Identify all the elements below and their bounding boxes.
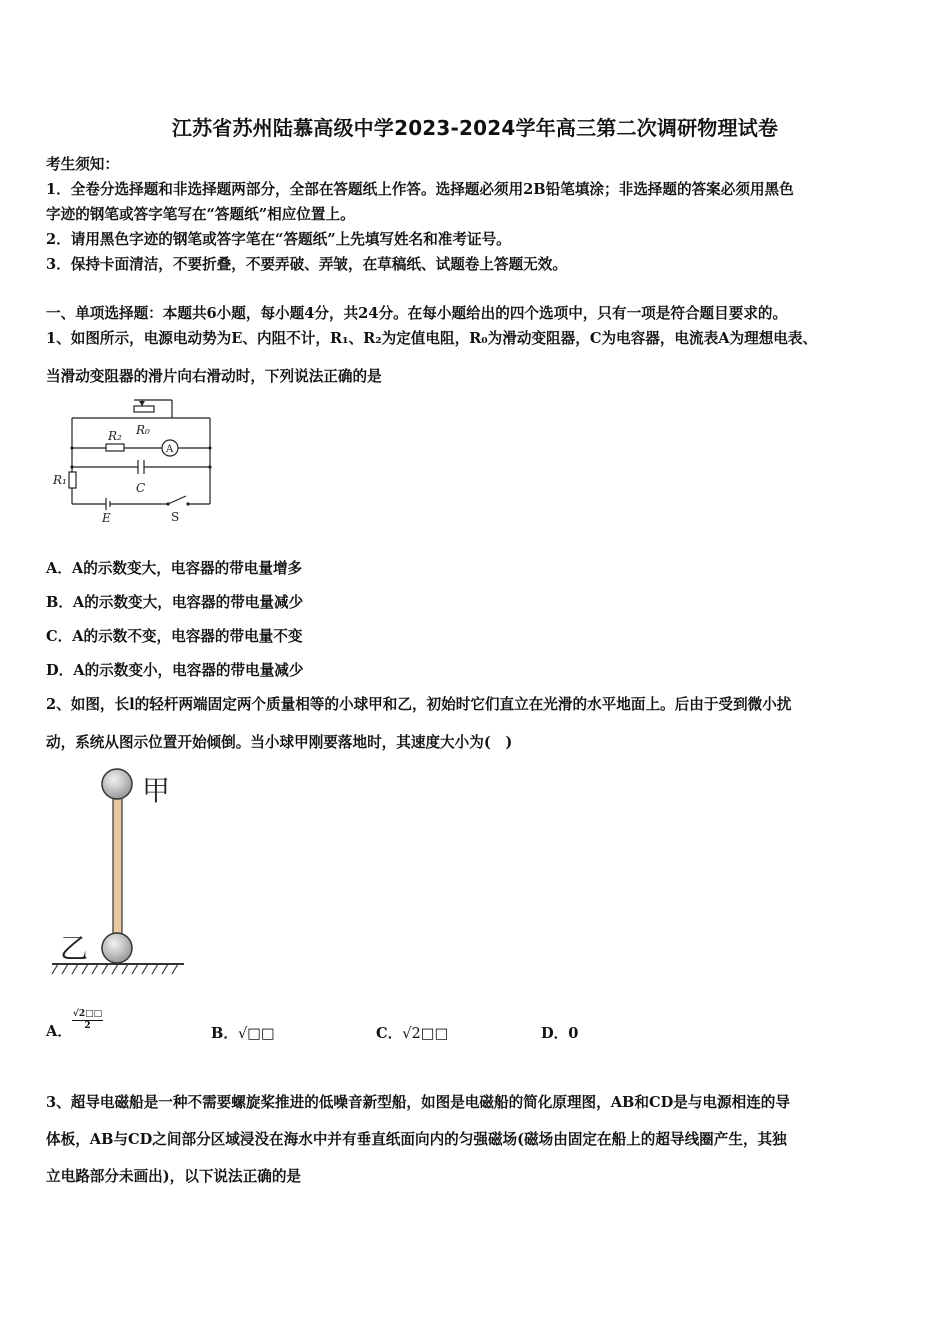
rod-balls-figure bbox=[50, 762, 190, 978]
q2-option-b-label: B． bbox=[211, 1025, 238, 1042]
q2-option-d: D．0 bbox=[541, 1025, 579, 1042]
q2-option-b bbox=[211, 1022, 275, 1043]
question-2-stem: 动，系统从图示位置开始倾倒。当小球甲刚要落地时，其速度大小为( ) bbox=[46, 734, 513, 751]
ball-bottom bbox=[102, 933, 132, 963]
label-top-ball: 甲 bbox=[142, 774, 171, 807]
q2-option-a bbox=[46, 1008, 103, 1044]
section-heading: 一、单项选择题：本题共6小题，每小题4分，共24分。在每小题给出的四个选项中，只有一项是符合题目要求的。 bbox=[46, 305, 788, 322]
q1-option-c: C．A的示数不变，电容器的带电量不变 bbox=[46, 628, 303, 645]
ball-top bbox=[102, 769, 132, 799]
label-e: E bbox=[102, 511, 111, 525]
label-s: S bbox=[171, 510, 180, 524]
q2-option-c-label: C． bbox=[376, 1025, 403, 1042]
page-title: 江苏省苏州陆慕高级中学2023-2024学年高三第二次调研物理试卷 bbox=[171, 116, 779, 140]
notice-item: 3．保持卡面清洁，不要折叠，不要弄破、弄皱，在草稿纸、试题卷上答题无效。 bbox=[46, 256, 567, 273]
label-r1: R₁ bbox=[53, 473, 67, 487]
question-2-stem: 2、如图，长l的轻杆两端固定两个质量相等的小球甲和乙，初始时它们直立在光滑的水平地面上。后由于受到微小扰 bbox=[46, 696, 792, 713]
slider-arrow-icon bbox=[139, 401, 145, 406]
question-3-stem: 3、超导电磁船是一种不需要螺旋桨推进的低噪音新型船，如图是电磁船的简化原理图，AB和CD是与电源相连的导 bbox=[46, 1094, 790, 1111]
label-r2: R₂ bbox=[108, 429, 122, 443]
q2-option-a-fraction bbox=[72, 1009, 103, 1032]
q2-option-b-value: √□□ bbox=[237, 1025, 275, 1042]
label-ammeter: A bbox=[166, 444, 174, 455]
label-r0: R₀ bbox=[136, 423, 150, 437]
notice-heading: 考生须知： bbox=[46, 156, 119, 173]
q2-option-a-denominator: 2 bbox=[84, 1020, 91, 1031]
question-1-stem: 当滑动变阻器的滑片向右滑动时，下列说法正确的是 bbox=[46, 368, 382, 385]
notice-item: 1．全卷分选择题和非选择题两部分，全部在答题纸上作答。选择题必须用2B铅笔填涂；非选择题的答案必须用黑色 bbox=[46, 181, 794, 198]
q1-option-b: B．A的示数变大，电容器的带电量减少 bbox=[46, 594, 304, 611]
question-3-stem: 体板，AB与CD之间部分区域浸没在海水中并有垂直纸面向内的匀强磁场(磁场由固定在船上的超导线圈产生，其独 bbox=[46, 1131, 787, 1148]
notice-item: 字迹的钢笔或答字笔写在“答题纸”相应位置上。 bbox=[46, 206, 355, 223]
question-3-stem: 立电路部分未画出)，以下说法正确的是 bbox=[46, 1168, 302, 1185]
q2-option-a-numerator: √2□□ bbox=[72, 1008, 103, 1019]
notice-item: 2．请用黑色字迹的钢笔或答字笔在“答题纸”上先填写姓名和准考证号。 bbox=[46, 231, 511, 248]
label-c: C bbox=[136, 481, 146, 495]
q2-option-a-label: A． bbox=[46, 1023, 72, 1040]
circuit-diagram bbox=[50, 392, 220, 532]
q2-option-c-value: √2□□ bbox=[402, 1025, 449, 1042]
label-bottom-ball: 乙 bbox=[60, 932, 89, 965]
q1-option-d: D．A的示数变小，电容器的带电量减少 bbox=[46, 662, 304, 679]
question-1-stem: 1、如图所示，电源电动势为E、内阻不计，R₁、R₂为定值电阻，R₀为滑动变阻器，C为电容器，电流表A为理想电表、 bbox=[46, 330, 818, 347]
q2-option-c bbox=[376, 1022, 448, 1043]
q1-option-a: A．A的示数变大，电容器的带电量增多 bbox=[46, 560, 303, 577]
